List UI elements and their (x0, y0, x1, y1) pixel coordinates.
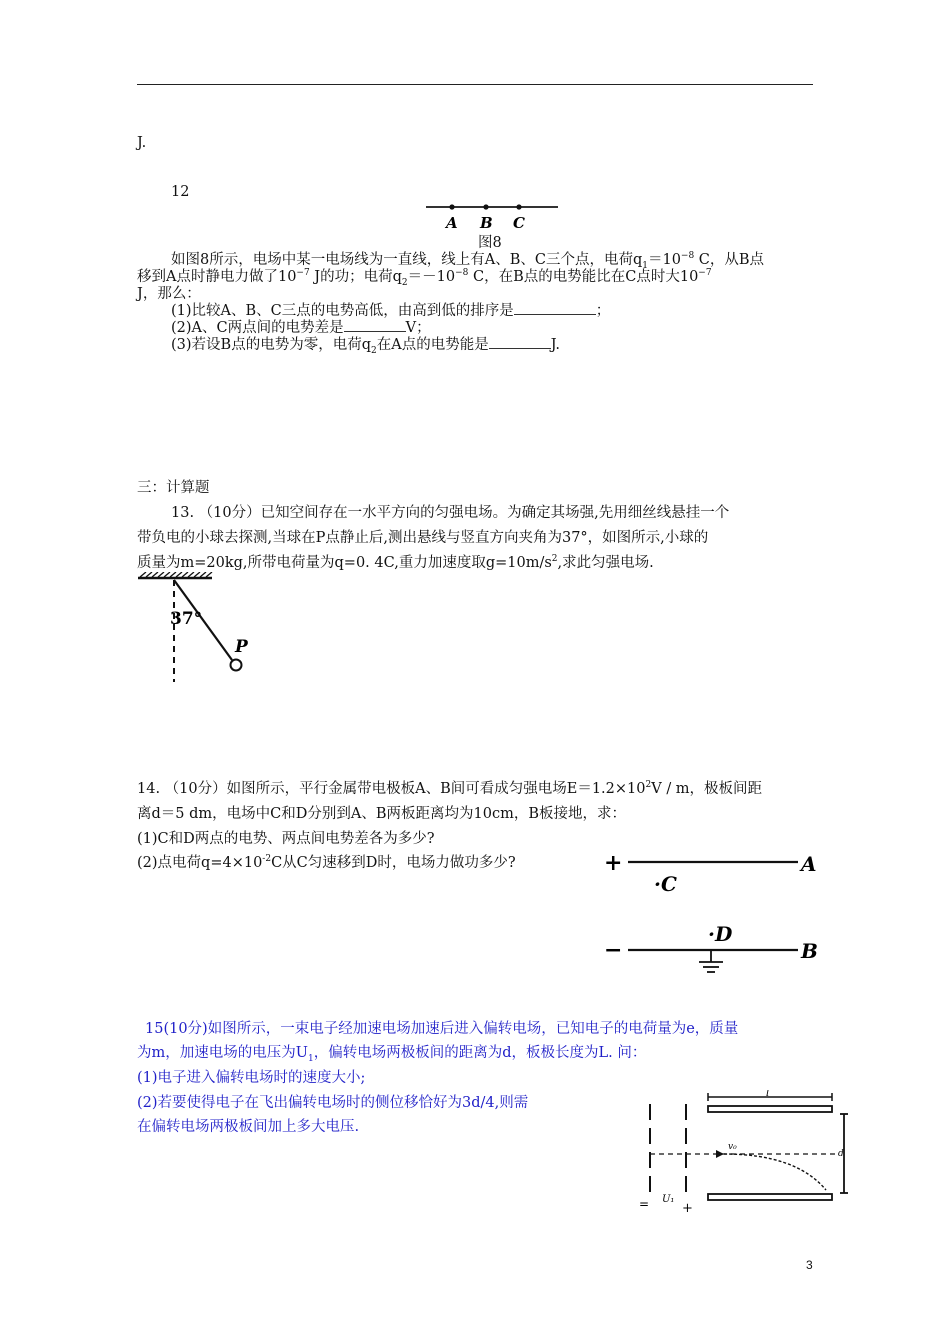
point-c-label: ·C (654, 872, 677, 896)
q15-line-5: 在偏转电场两极板间加上多大电压. (137, 1119, 360, 1135)
point-b-marker (483, 204, 488, 209)
q12-subquestion-2: (2)A、C两点间的电势差是 V； (171, 317, 431, 338)
q13-line-3: 质量为m=20kg,所带电荷量为q=0. 4C,重力加速度取$g=10m/s^2$,求此匀强电场. (137, 554, 654, 571)
parallel-plates-diagram (598, 846, 824, 980)
negative-terminal: = (639, 1197, 650, 1211)
figure-8-field-line (422, 196, 562, 236)
electron-deflection-diagram (636, 1090, 858, 1220)
plus-sign: + (604, 850, 623, 876)
electron-arrow-icon (716, 1150, 724, 1158)
point-p-label: P (235, 637, 248, 657)
question-12-number: 12 (171, 184, 190, 200)
point-b-label: B (480, 214, 493, 232)
continuation-text: J. (137, 135, 147, 151)
answer-blank-2[interactable] (344, 317, 406, 332)
q14-line-3: (1)C和D两点的电势、两点间电势差各为多少? (137, 831, 435, 847)
q13-line-1: 13. （10分）已知空间存在一水平方向的匀强电场。为确定其场强,先用细丝线悬挂一个 (171, 505, 730, 521)
point-a-marker (449, 204, 454, 209)
figure-8-caption: 图8 (478, 235, 502, 251)
q13-line-2: 带负电的小球去探测,当球在P点静止后,测出悬线与竖直方向夹角为37°，如图所示,小球的 (137, 530, 709, 546)
page-number: 3 (806, 1258, 813, 1272)
point-a-label: A (446, 214, 458, 232)
angle-label: 37° (170, 609, 203, 629)
q14-line-2: 离d＝5 dm，电场中C和D分别到A、B两板距离均为10cm，B板接地，求： (137, 806, 626, 822)
ground-symbol-icon (699, 950, 723, 972)
q12-subquestion-1: (1)比较A、B、C三点的电势高低，由高到低的排序是 ； (171, 300, 610, 321)
positive-terminal: + (682, 1201, 693, 1216)
pendulum-diagram (136, 572, 266, 684)
q14-line-1: 14. （10分）如图所示，平行金属带电极板A、B间可看成匀强电场$E=1.2\times 10^2V / m$，极板间距 (137, 780, 763, 797)
section-3-title: 三：计算题 (137, 480, 210, 496)
v0-label: v₀ (728, 1142, 737, 1152)
point-c-label: C (513, 214, 525, 232)
length-label: l (766, 1090, 770, 1099)
electron-trajectory (724, 1154, 826, 1190)
q12-stem-line-3: J，那么： (137, 286, 201, 302)
distance-label: d (838, 1149, 844, 1159)
q15-line-2: 为m，加速电场的电压为$U_1$，偏转电场两极板间的距离为d，板极长度为L. 问： (137, 1045, 647, 1064)
answer-blank-1[interactable] (514, 300, 596, 315)
ceiling-hatching (140, 572, 212, 577)
q14-line-4: (2)点电荷$q=4\times 10^{-2}C$从C匀速移到D时，电场力做功多少? (137, 854, 516, 871)
point-d-label: ·D (708, 922, 733, 946)
point-c-marker (516, 204, 521, 209)
u1-label: U₁ (662, 1194, 675, 1205)
q12-stem-line-1: 如图8所示，电场中某一电场线为一直线，线上有A、B、C三个点，电荷$q_1=10^{-8}$ C，从B点 (171, 251, 765, 271)
minus-sign: − (604, 937, 623, 963)
q15-line-4: (2)若要使得电子在飞出偏转电场时的侧位移恰好为3d/4,则需 (137, 1095, 529, 1111)
charged-ball (231, 660, 242, 671)
plate-b-label: B (801, 939, 818, 963)
answer-blank-3[interactable] (489, 334, 551, 349)
lower-deflection-plate (708, 1194, 832, 1200)
header-rule (137, 84, 813, 85)
q15-line-1: 15(10分)如图所示，一束电子经加速电场加速后进入偏转电场，已知电子的电荷量为e，质量 (145, 1021, 739, 1037)
q15-line-3: (1)电子进入偏转电场时的速度大小; (137, 1070, 366, 1086)
plate-a-label: A (801, 852, 817, 876)
q12-stem-line-2: 移到A点时静电力做了$10^{-7}$ J的功；电荷$q_2=-10^{-8}$ C，在B点的电势能比在C点时大$10^{-7}$ (137, 268, 712, 288)
q12-subquestion-3: (3)若设B点的电势为零，电荷$q_2$在A点的电势能是 J. (171, 334, 560, 355)
upper-deflection-plate (708, 1106, 832, 1112)
